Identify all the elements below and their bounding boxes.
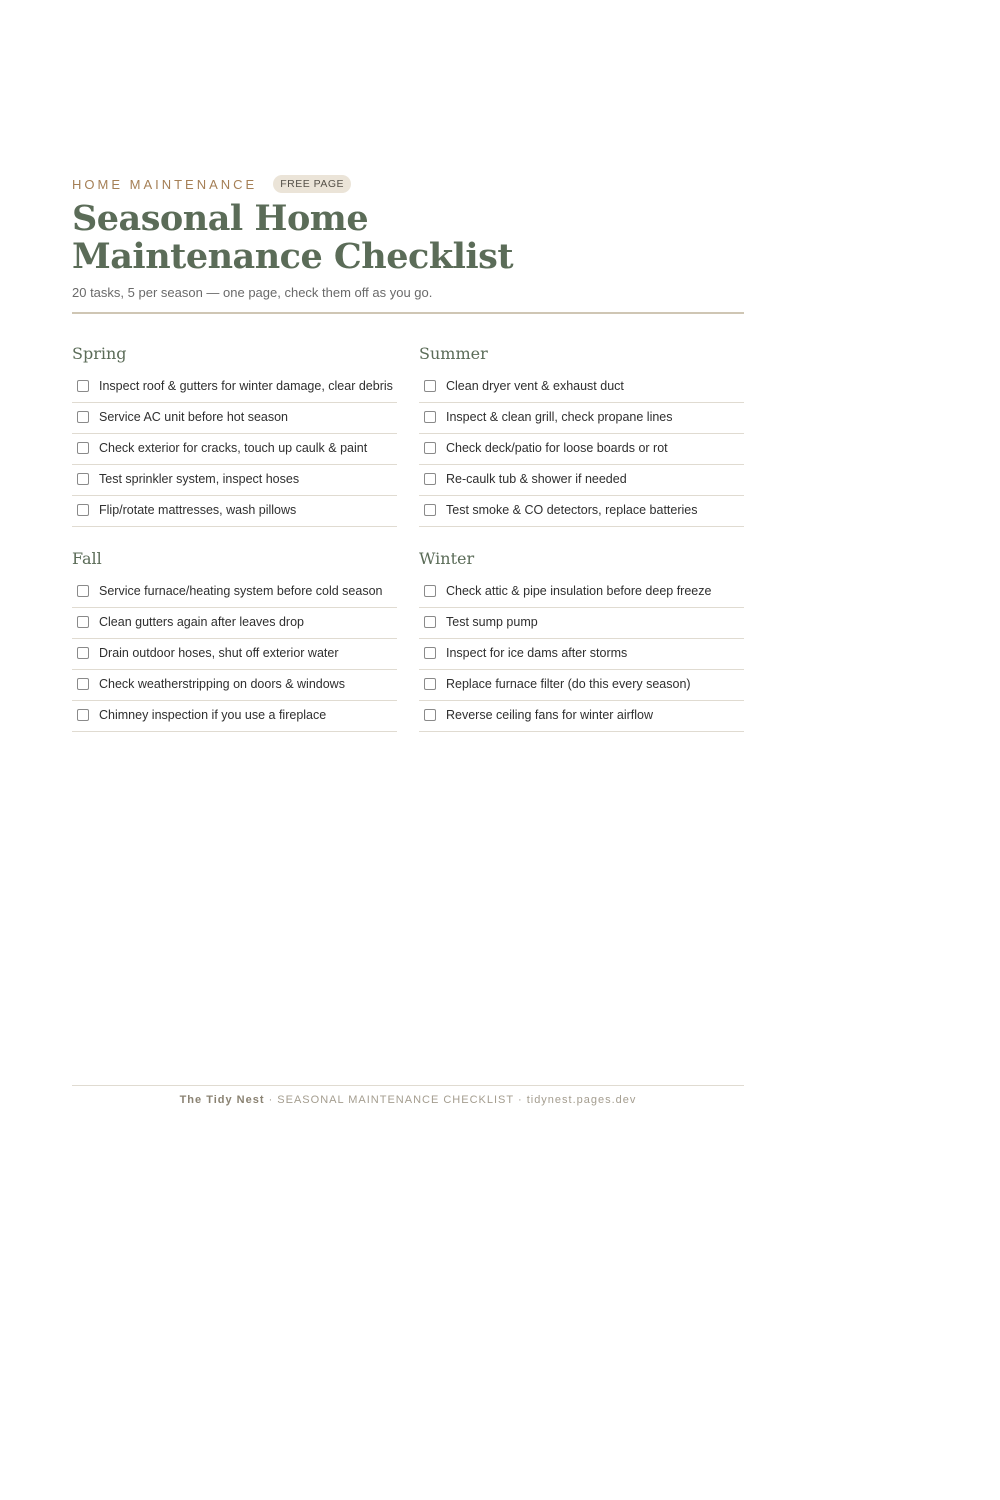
season-spring [72, 344, 397, 527]
task-item[interactable] [419, 639, 744, 670]
eyebrow-row [72, 174, 744, 194]
footer-site: tidynest.pages.dev [526, 1094, 637, 1106]
footer-separator: · [264, 1094, 278, 1106]
task-item[interactable] [419, 465, 744, 496]
task-label: Reverse ceiling fans for winter airflow [446, 708, 654, 722]
checkbox[interactable] [424, 678, 436, 690]
checkbox[interactable] [77, 678, 89, 690]
task-item[interactable] [419, 403, 744, 434]
task-label: Clean dryer vent & exhaust duct [446, 379, 624, 393]
checkbox[interactable] [424, 616, 436, 628]
task-label: Clean gutters again after leaves drop [99, 615, 304, 629]
task-label: Check weatherstripping on doors & windows [99, 677, 345, 691]
checkbox[interactable] [77, 380, 89, 392]
checkbox[interactable] [77, 442, 89, 454]
checkbox[interactable] [77, 585, 89, 597]
checklist-page [72, 174, 744, 754]
task-item[interactable] [72, 434, 397, 465]
season-heading: Fall [72, 549, 102, 568]
task-item[interactable] [72, 608, 397, 639]
task-label: Test sump pump [446, 615, 538, 629]
checkbox[interactable] [424, 473, 436, 485]
task-label: Replace furnace filter (do this every season) [446, 677, 691, 691]
checkbox[interactable] [424, 647, 436, 659]
season-grid [72, 344, 744, 754]
checkbox[interactable] [77, 411, 89, 423]
task-label: Inspect roof & gutters for winter damage, clear debris [99, 379, 393, 393]
task-item[interactable] [419, 372, 744, 403]
checkbox[interactable] [424, 709, 436, 721]
task-label: Inspect for ice dams after storms [446, 646, 628, 660]
season-winter [419, 549, 744, 732]
task-label: Drain outdoor hoses, shut off exterior water [99, 646, 339, 660]
task-label: Chimney inspection if you use a fireplace [99, 708, 327, 722]
footer-brand: The Tidy Nest [179, 1094, 265, 1106]
header-divider [72, 312, 744, 314]
season-heading: Winter [419, 549, 475, 568]
task-label: Check exterior for cracks, touch up caulk & paint [99, 441, 368, 455]
category-label: HOME MAINTENANCE [72, 176, 258, 192]
task-item[interactable] [72, 372, 397, 403]
task-item[interactable] [72, 496, 397, 527]
task-item[interactable] [419, 608, 744, 639]
task-item[interactable] [72, 701, 397, 732]
checkbox[interactable] [424, 411, 436, 423]
task-item[interactable] [72, 465, 397, 496]
season-heading: Summer [419, 344, 488, 363]
page-subtitle: 20 tasks, 5 per season — one page, check them off as you go. [72, 285, 433, 300]
free-page-badge: FREE PAGE [273, 175, 351, 193]
task-item[interactable] [419, 434, 744, 465]
task-label: Check attic & pipe insulation before deep freeze [446, 584, 712, 598]
task-item[interactable] [419, 701, 744, 732]
season-summer [419, 344, 744, 527]
task-item[interactable] [419, 670, 744, 701]
task-label: Service AC unit before hot season [99, 410, 289, 424]
task-label: Re-caulk tub & shower if needed [446, 472, 627, 486]
checkbox[interactable] [424, 380, 436, 392]
checkbox[interactable] [77, 647, 89, 659]
task-item[interactable] [72, 403, 397, 434]
checkbox[interactable] [424, 442, 436, 454]
page-footer [72, 1085, 744, 1106]
task-item[interactable] [72, 670, 397, 701]
task-label: Test smoke & CO detectors, replace batteries [446, 503, 698, 517]
task-item[interactable] [419, 496, 744, 527]
footer-label: SEASONAL MAINTENANCE CHECKLIST [277, 1094, 514, 1106]
checkbox[interactable] [77, 473, 89, 485]
task-label: Check deck/patio for loose boards or rot [446, 441, 668, 455]
checkbox[interactable] [77, 616, 89, 628]
footer-separator: · [513, 1094, 527, 1106]
checkbox[interactable] [424, 585, 436, 597]
checkbox[interactable] [77, 504, 89, 516]
season-fall [72, 549, 397, 732]
task-item[interactable] [419, 577, 744, 608]
season-heading: Spring [72, 344, 127, 363]
task-label: Inspect & clean grill, check propane lines [446, 410, 673, 424]
task-item[interactable] [72, 577, 397, 608]
task-label: Flip/rotate mattresses, wash pillows [99, 503, 297, 517]
task-label: Test sprinkler system, inspect hoses [99, 472, 300, 486]
checkbox[interactable] [424, 504, 436, 516]
task-item[interactable] [72, 639, 397, 670]
page-title: Seasonal Home Maintenance Checklist [72, 198, 514, 277]
task-label: Service furnace/heating system before cold season [99, 584, 383, 598]
checkbox[interactable] [77, 709, 89, 721]
